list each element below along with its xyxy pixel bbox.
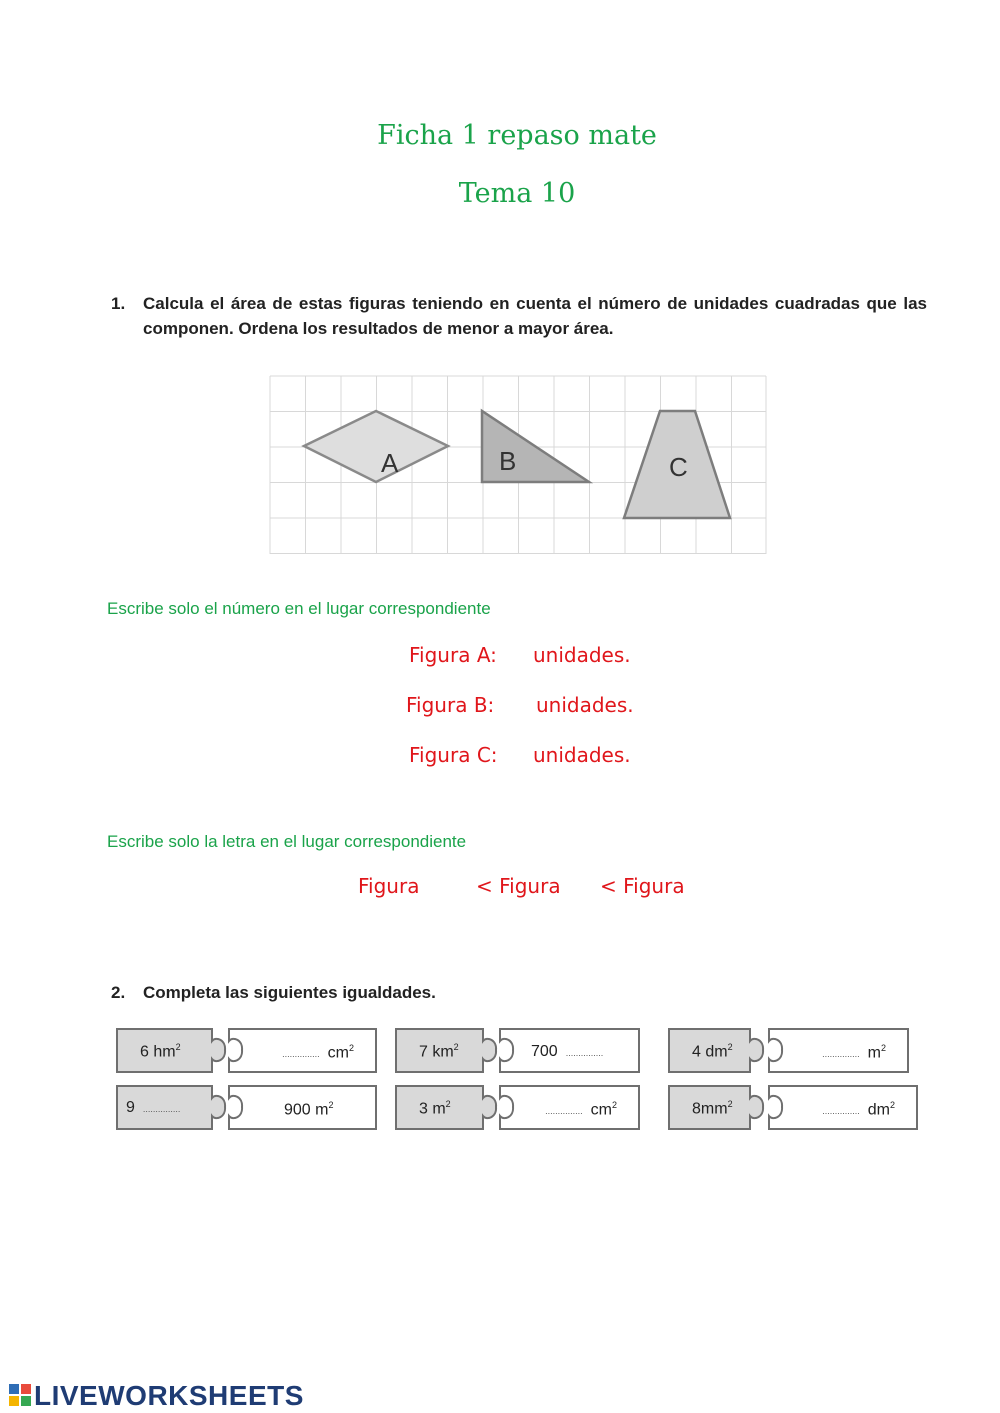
puzzle-piece-right[interactable] <box>228 1028 376 1072</box>
worksheet-title: Ficha 1 repaso mate <box>377 120 657 151</box>
puzzle-left-text: 7 $km^2$ <box>419 1042 459 1061</box>
question-1-number: 1. <box>111 294 126 313</box>
puzzle-piece-left[interactable] <box>116 1028 212 1072</box>
question-1-text: Calcula el área de estas figuras teniendo en cuenta el número de unidades cuadradas que las componen. Ordena los resultados de menor a mayor área. <box>143 294 927 338</box>
shape-b-label: B <box>499 446 517 476</box>
figure-b-unit: unidades. <box>536 693 634 717</box>
puzzle-right-text: ............... $cm^2$ <box>545 1100 617 1119</box>
shapes-grid-figure <box>269 375 767 555</box>
instruction-letters: Escribe solo la letra en el lugar correspondiente <box>107 832 467 851</box>
puzzle-piece-left[interactable] <box>668 1085 750 1129</box>
shape-a-label: A <box>381 448 399 478</box>
order-answer-field-1[interactable] <box>420 874 470 898</box>
shape-a-rhombus <box>304 411 448 482</box>
liveworksheets-logo <box>8 1380 304 1412</box>
puzzle-left-text: 9 ............... <box>126 1099 181 1116</box>
puzzle-right-text: ............... $dm^2$ <box>822 1100 895 1119</box>
answer-blank: ............... <box>545 1106 583 1117</box>
puzzle-piece-right[interactable] <box>228 1085 376 1129</box>
puzzle-left-text: 3 $m^2$ <box>419 1099 451 1118</box>
liveworksheets-logo-icon <box>8 1383 32 1407</box>
figure-c-unit: unidades. <box>533 743 631 767</box>
puzzle-piece-right[interactable] <box>499 1028 639 1072</box>
puzzle-right-text: 700 ............... <box>531 1043 604 1060</box>
order-answer-field-2[interactable] <box>556 874 596 898</box>
instruction-numbers: Escribe solo el número en el lugar correspondiente <box>107 599 491 618</box>
order-figure-1: Figura <box>358 874 420 898</box>
figure-a-answer-field[interactable] <box>497 643 529 667</box>
answer-blank: ............... <box>822 1049 860 1060</box>
puzzle-piece-right[interactable] <box>768 1085 917 1129</box>
figure-a-label: Figura A: <box>409 643 497 667</box>
puzzle-right-text: ............... $cm^2$ <box>282 1043 354 1062</box>
puzzle-left-text: 4 $dm^2$ <box>692 1042 733 1061</box>
question-2-text: Completa las siguientes igualdades. <box>143 983 436 1002</box>
order-figure-2: < Figura <box>476 874 561 898</box>
figure-c-answer-field[interactable] <box>497 743 529 767</box>
puzzle-piece-left[interactable] <box>116 1085 212 1129</box>
puzzle-piece-left[interactable] <box>395 1028 483 1072</box>
puzzle-left-text: 6 $hm^2$ <box>140 1042 181 1061</box>
puzzle-right-text: ............... $m^2$ <box>822 1043 886 1062</box>
puzzle-right-text: 900 $m^2$ <box>284 1100 334 1119</box>
answer-blank: ............... <box>282 1049 320 1060</box>
figure-b-answer-field[interactable] <box>494 693 532 717</box>
puzzle-piece-left[interactable] <box>395 1085 483 1129</box>
puzzle-piece-right[interactable] <box>499 1085 639 1129</box>
question-2-number: 2. <box>111 983 126 1002</box>
figure-a-unit: unidades. <box>533 643 631 667</box>
worksheet-subtitle: Tema 10 <box>458 178 576 209</box>
liveworksheets-logo-text: LIVEWORKSHEETS <box>34 1380 304 1411</box>
order-answer-field-3[interactable] <box>680 874 730 898</box>
puzzle-piece-left[interactable] <box>668 1028 750 1072</box>
order-figure-3: < Figura <box>600 874 685 898</box>
shape-c-label: C <box>669 452 688 482</box>
figure-c-label: Figura C: <box>409 743 498 767</box>
puzzle-piece-right[interactable] <box>768 1028 908 1072</box>
puzzle-left-text: $8mm^2$ <box>692 1099 733 1118</box>
figure-b-label: Figura B: <box>406 693 495 717</box>
answer-blank: ............... <box>565 1048 604 1058</box>
answer-blank: ............... <box>822 1106 860 1117</box>
answer-blank: ............... <box>142 1104 181 1114</box>
